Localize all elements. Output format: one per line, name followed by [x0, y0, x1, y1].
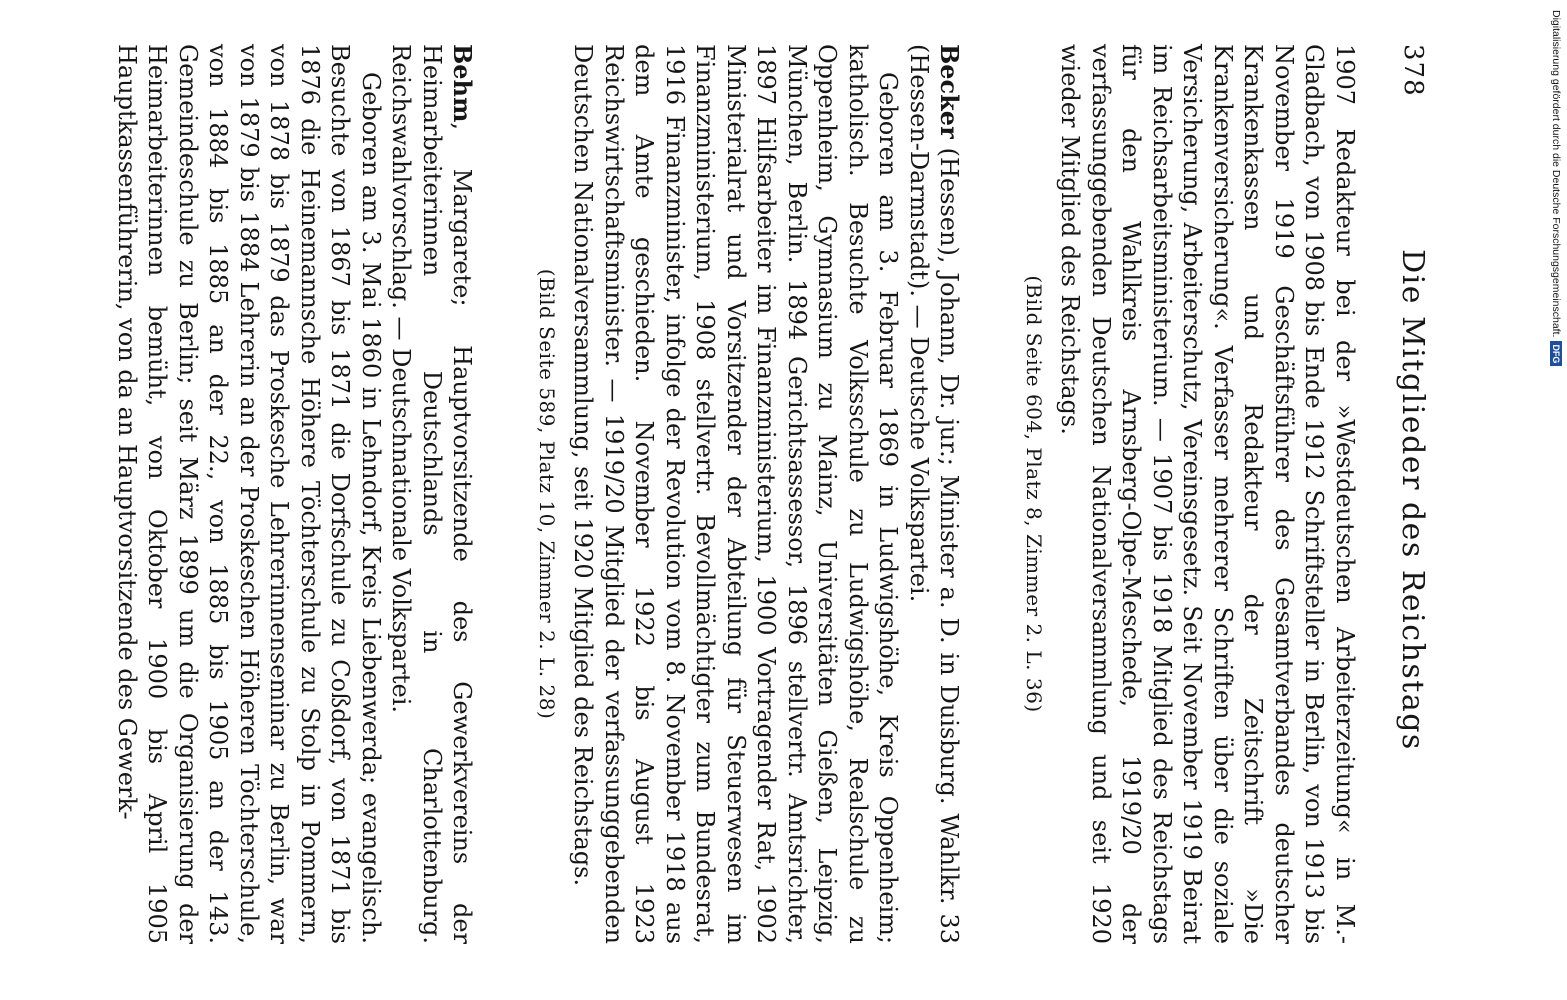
entry-intro: , Margarete; Hauptvorsitzende des Gewerkvereins der Heimarbeiterinnen Deutschlands in Charlottenburg. Reichswahlvorschlag. — Deutschnationale Volkspartei. [387, 44, 477, 944]
entry-behm-header [386, 44, 478, 944]
entry-behm-biography: Geboren am 3. Mai 1860 in Lehndorf, Kreis Liebenwerda; evangelisch. Besuchte von 1867 bis 1871 die Dorfschule zu Coßdorf, von 1871 bis 1876 die Heinemannsche Höhere Töchterschule zu Stolp in Pommern, von 1878 bis 1879 das Proskesche Lehrerinnenseminar zu Berlin, war von 1879 bis 1884 Lehrerin an der Proskeschen Höheren Töchterschule, von 1884 bis 1885 an der 22., von 1885 bis 1905 an der 143. Gemeindeschule zu Berlin; seit März 1899 um die Organisierung der Heimarbeiterinnen bemüht, von Oktober 1900 bis April 1905 Hauptkassenführerin, von da an Hauptvorsitzende des Gewerk- [113, 44, 385, 944]
page-body [112, 44, 1361, 944]
entry-continuation-text: 1907 Redakteur bei der »Westdeutschen Arbeiterzeitung« in M.-Gladbach, von 1908 bis Ende 1912 Schriftsteller in Berlin, von 1913 bis November 1919 Geschäftsführer des Gesamtverbandes deutscher Krankenkassen und Redakteur der Zeitschrift »Die Krankenversicherung«. Verfasser mehrerer Schriften über die soziale Versicherung, Arbeiterschutz, Vereinsgesetz. Seit November 1919 Beirat im Reichsarbeitsministerium. — 1907 bis 1918 Mitglied des Reichstags für den Wahlkreis Arnsberg-Olpe-Meschede, 1919/20 der verfassunggebenden Deutschen Nationalversammlung und seit 1920 wieder Mitglied des Reichstags. [1056, 44, 1359, 944]
photo-reference: (Bild Seite 589, Platz 10, Zimmer 2. L. 28) [535, 268, 559, 720]
entry-name: Behm [448, 44, 478, 123]
credit-text: Digitalisierung gefördert durch die Deutsche Forschungsgemeinschaft. [1550, 10, 1562, 338]
photo-reference: (Bild Seite 604, Platz 8, Zimmer 2. L. 36) [1022, 275, 1046, 713]
running-head [1378, 0, 1438, 1000]
digitization-credit [1549, 10, 1563, 1000]
entry-name: Becker [935, 44, 965, 139]
page-number: 378 [1398, 44, 1428, 97]
entry-becker-biography: Geboren am 3. Februar 1869 in Ludwigshöhe, Kreis Oppenheim; katholisch. Besuchte Volksschule zu Ludwigshöhe, Realschule zu Oppenheim, Gymnasium zu Mainz, Universitäten Gießen, Leipzig, München, Berlin. 1894 Gerichtsassessor, 1896 stellvertr. Amtsrichter, 1897 Hilfsarbeiter im Finanzministerium, 1900 Vortragender Rat, 1902 Ministerialrat und Vorsitzender der Abteilung für Steuerwesen im Finanzministerium, 1908 stellvertr. Bevollmächtigter zum Bundesrat, 1916 Finanzminister, infolge der Revolution vom 8. November 1918 aus dem Amte geschieden. November 1922 bis August 1923 Reichswirtschaftsminister. — 1919/20 Mitglied der verfassunggebenden Deutschen Nationalversammlung, seit 1920 Mitglied des Reichstags. [569, 44, 903, 944]
page-header-title: Die Mitglieder des Reichstags [1395, 249, 1430, 751]
entry-intro: (Hessen), Johann, Dr. jur.; Minister a. D. in Duisburg. Wahlkr. 33 (Hessen-Darmstadt). — Deutsche Volkspartei. [905, 44, 964, 944]
entry-becker-header [904, 44, 965, 944]
dfg-logo: DFG [1550, 341, 1562, 366]
